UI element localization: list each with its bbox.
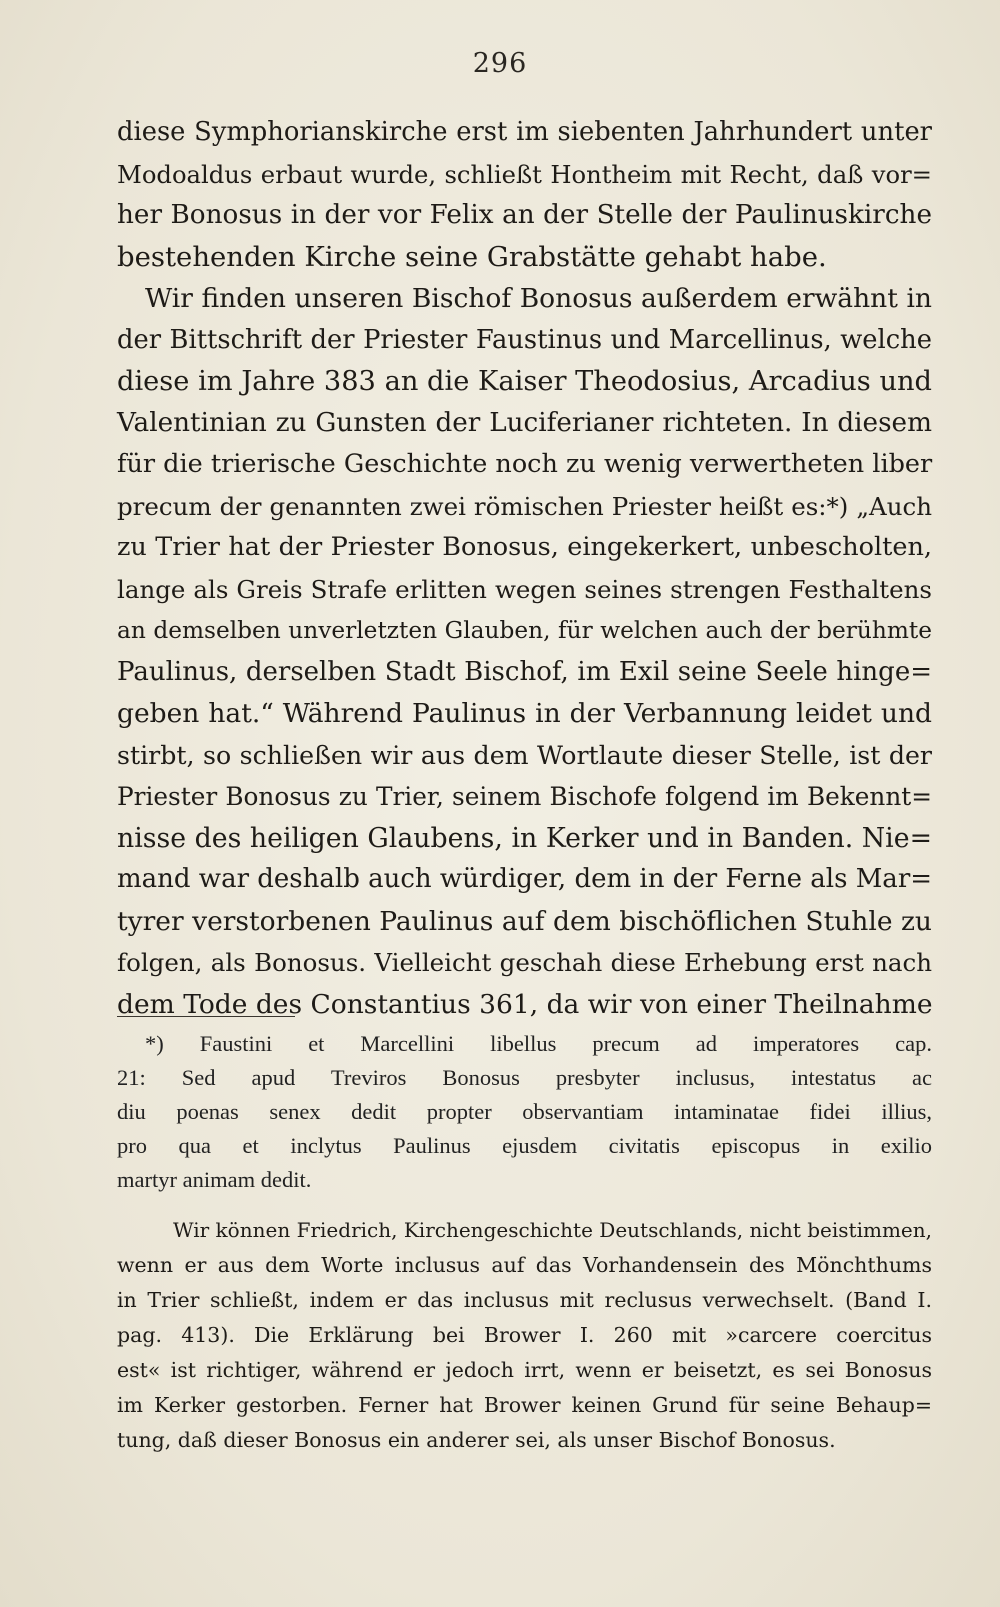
text-line: tyrer verstorbenen Paulinus auf dem bischöflichen Stuhle zu: [117, 905, 932, 937]
text-line: Wir finden unseren Bischof Bonosus außerdem erwähnt in: [145, 283, 932, 314]
text-line: der Bittschrift der Priester Faustinus und Marcellinus, welche: [117, 324, 932, 355]
text-line: stirbt, so schließen wir aus dem Wortlaute dieser Stelle, ist der: [117, 740, 932, 770]
text-line: bestehenden Kirche seine Grabstätte gehabt habe.: [117, 240, 827, 273]
commentary-line: in Trier schließt, indem er das inclusus mit reclusus verwechselt. (Band I.: [117, 1288, 932, 1312]
commentary-line: tung, daß dieser Bonosus ein anderer sei, als unser Bischof Bonosus.: [117, 1428, 836, 1452]
commentary-line: Wir können Friedrich, Kirchengeschichte Deutschlands, nicht beistimmen,: [173, 1218, 932, 1242]
text-line: lange als Greis Strafe erlitten wegen seines strengen Festhaltens: [117, 574, 932, 604]
text-line: Paulinus, derselben Stadt Bischof, im Exil seine Seele hinge=: [117, 656, 932, 687]
footnote-block: [117, 1027, 932, 1197]
footnote-line: diu poenas senex dedit propter observantiam intaminatae fidei illius,: [117, 1099, 932, 1124]
text-line: precum der genannten zwei römischen Priester heißt es:*) „Auch: [117, 491, 932, 521]
text-line: dem Tode des Constantius 361, da wir von einer Theilnahme: [117, 988, 933, 1020]
page-number: 296: [472, 48, 528, 79]
footnote-separator: [117, 1016, 295, 1017]
footnote-commentary-block: [117, 1213, 932, 1458]
text-line: an demselben unverletzten Glauben, für welchen auch der berühmte: [117, 617, 932, 644]
text-line: mand war deshalb auch würdiger, dem in der Ferne als Mar=: [117, 864, 933, 894]
footnote-line: 21: Sed apud Treviros Bonosus presbyter inclusus, intestatus ac: [117, 1065, 932, 1090]
commentary-line: wenn er aus dem Worte inclusus auf das Vorhandensein des Mönchthums: [117, 1253, 932, 1277]
text-line: diese Symphorianskirche erst im siebenten Jahrhundert unter: [117, 117, 932, 147]
footnote-line: *) Faustini et Marcellini libellus precum ad imperatores cap.: [145, 1031, 932, 1056]
text-line: her Bonosus in der vor Felix an der Stelle der Paulinuskirche: [117, 200, 932, 230]
text-line: diese im Jahre 383 an die Kaiser Theodosius, Arcadius und: [117, 366, 932, 397]
footnote-line: pro qua et inclytus Paulinus ejusdem civitatis episcopus in exilio: [117, 1133, 932, 1158]
commentary-line: pag. 413). Die Erklärung bei Brower I. 260 mit »carcere coercitus: [117, 1323, 932, 1347]
text-line: zu Trier hat der Priester Bonosus, eingekerkert, unbescholten,: [117, 532, 932, 562]
main-text-block: [117, 112, 932, 1025]
commentary-line: im Kerker gestorben. Ferner hat Brower keinen Grund für seine Behaup=: [117, 1393, 932, 1417]
commentary-line: est« ist richtiger, während er jedoch irrt, wenn er beisetzt, es sei Bonosus: [117, 1358, 932, 1382]
text-line: Priester Bonosus zu Trier, seinem Bischofe folgend im Bekennt=: [117, 782, 932, 811]
text-line: Modoaldus erbaut wurde, schließt Hontheim mit Recht, daß vor=: [117, 159, 932, 189]
text-line: geben hat.“ Während Paulinus in der Verbannung leidet und: [117, 698, 932, 729]
text-line: für die trierische Geschichte noch zu wenig verwertheten liber: [117, 449, 933, 479]
text-line: nisse des heiligen Glaubens, in Kerker und in Banden. Nie=: [117, 822, 932, 854]
text-line: folgen, als Bonosus. Vielleicht geschah diese Erhebung erst nach: [117, 948, 932, 977]
footnote-line: martyr animam dedit.: [117, 1167, 312, 1192]
text-line: Valentinian zu Gunsten der Luciferianer richteten. In diesem: [117, 407, 932, 438]
